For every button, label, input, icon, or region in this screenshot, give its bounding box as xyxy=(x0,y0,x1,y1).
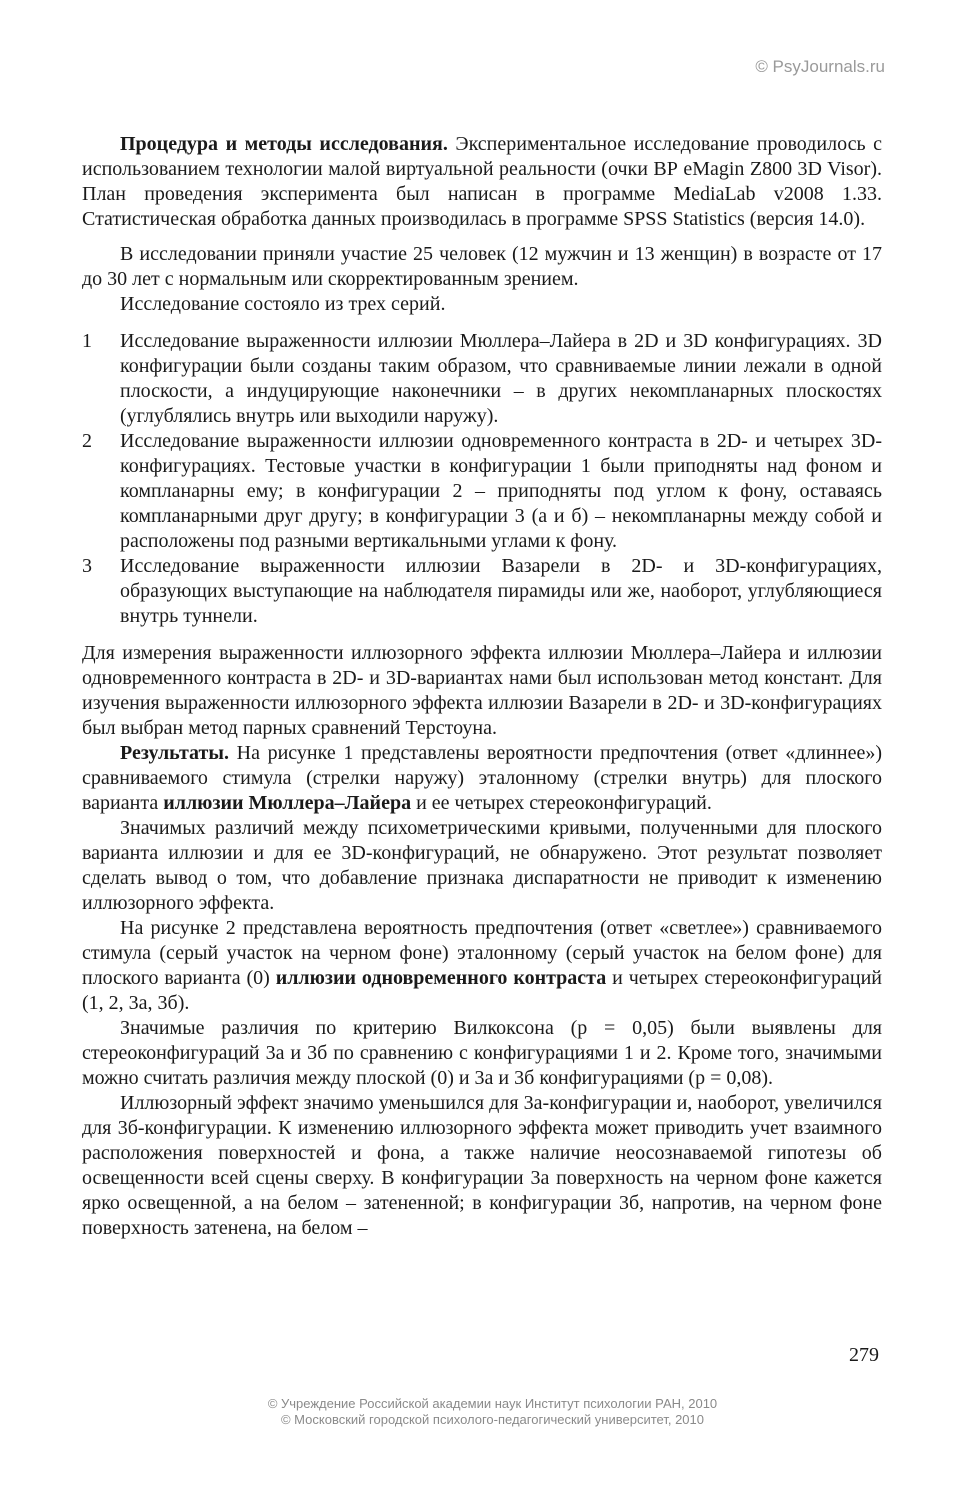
results-heading: Результаты. xyxy=(120,742,229,764)
watermark: © PsyJournals.ru xyxy=(755,57,885,76)
muller-lyer-emphasis: иллюзии Мюллера–Лайера xyxy=(163,792,412,814)
series-list xyxy=(82,329,882,629)
methods-paragraph: Для измерения выраженности иллюзорного эффекта иллюзии Мюллера–Лайера и иллюзии одновременного контраста в 2D- и 3D-вариантах нами был использован метод констант. Для изучения выраженности иллюзорного эффекта иллюзии Вазарели в 2D- и 3D-конфигурациях был выбран метод парных сравнений Терстоуна. xyxy=(82,642,882,739)
figure2-paragraph xyxy=(82,916,882,1016)
results-text: На рисунке 1 представлены вероятности предпочтения (ответ «длиннее») сравниваемого стимула (стрелки наружу) эталонному (стрелки внутрь) для плоского варианта xyxy=(82,742,882,814)
no-difference-paragraph: Значимых различий между психометрическими кривыми, полученными для плоского варианта иллюзии и для ее 3D-конфигураций, не обнаружено. Этот результат позволяет сделать вывод о том, что добавление признака диспаратности не приводит к изменению иллюзорного эффекта. xyxy=(82,817,882,914)
figure2-text-end: и четырех стереоконфигураций (1, 2, 3а, 3б). xyxy=(82,967,882,1014)
copyright-line-2: © Московский городской психолого-педагогический университет, 2010 xyxy=(280,1412,704,1427)
list-number: 2 xyxy=(82,430,92,452)
results-paragraph xyxy=(82,741,882,816)
copyright-line-1: © Учреждение Российской академии наук Институт психологии РАН, 2010 xyxy=(267,1396,718,1411)
list-number: 1 xyxy=(82,330,92,352)
participants-paragraph: В исследовании приняли участие 25 человек (12 мужчин и 13 женщин) в возрасте от 17 до 30 лет с нормальным или скорректированным зрением. xyxy=(82,243,882,290)
contrast-emphasis: иллюзии одновременного контраста xyxy=(275,967,607,989)
list-text: Исследование выраженности иллюзии Вазарели в 2D- и 3D-конфигурациях, образующих выступающие на наблюдателя пирамиды или же, наоборот, углубляющиеся внутрь туннели. xyxy=(120,555,882,627)
procedure-heading: Процедура и методы исследования. xyxy=(120,133,448,155)
series-list-item xyxy=(82,554,882,629)
figure2-text: На рисунке 2 представлена вероятность предпочтения (ответ «светлее») сравниваемого стимула (серый участок на черном фоне) эталонному (серый участок на белом фоне) для плоского варианта (0) xyxy=(82,917,882,989)
series-list-item xyxy=(82,429,882,554)
list-number: 3 xyxy=(82,555,92,577)
procedure-text: Экспериментальное исследование проводилось с использованием технологии малой виртуальной реальности (очки ВР eMagin Z800 3D Visor). План проведения эксперимента был написан в программе MediaLab v2008 1.33. Статистическая обработка данных производилась в программе SPSS Statistics (версия 14.0). xyxy=(82,133,883,230)
procedure-paragraph xyxy=(82,132,882,232)
results-text-end: и ее четырех стереоконфигураций. xyxy=(411,792,712,814)
list-text: Исследование выраженности иллюзии Мюллера–Лайера в 2D и 3D конфигурациях. 3D конфигурации были созданы таким образом, что сравниваемые линии лежали в одной плоскости, а индуцирующие наконечники – в других некомпланарных плоскостях (углублялись внутрь или выходили наружу). xyxy=(120,330,882,427)
illusory-effect-paragraph: Иллюзорный эффект значимо уменьшился для 3а-конфигурации и, наоборот, увеличился для 3б-конфигурации. К изменению иллюзорного эффекта может приводить учет взаимного расположения поверхностей и фона, а также наличие неосознаваемой гипотезы об освещенности всей сцены сверху. В конфигурации 3а поверхность на черном фоне кажется ярко освещенной, а на белом – затененной; в конфигурации 3б, напротив, на черном фоне поверхность затенена, на белом – xyxy=(82,1092,882,1239)
list-text: Исследование выраженности иллюзии одновременного контраста в 2D- и четырех 3D-конфигурациях. Тестовые участки в конфигурации 1 были приподняты над фоном и компланарны ему; в конфигурации 2 – приподняты под углом к фону, оставаясь компланарными друг другу; в конфигурации 3 (а и б) – некомпланарны между собой и расположены под разными вертикальными углами к фону. xyxy=(120,430,882,552)
series-list-item xyxy=(82,329,882,429)
page-number: 279 xyxy=(849,1344,879,1366)
series-intro-paragraph: Исследование состояло из трех серий. xyxy=(120,293,446,315)
body-text xyxy=(82,132,882,1241)
copyright-footer xyxy=(0,1396,975,1428)
wilcoxon-paragraph: Значимые различия по критерию Вилкоксона (p = 0,05) были выявлены для стереоконфигураций 3а и 3б по сравнению с конфигурациями 1 и 2. Кроме того, значимыми можно считать различия между плоской (0) и 3а и 3б конфигурациями (p = 0,08). xyxy=(82,1017,882,1089)
